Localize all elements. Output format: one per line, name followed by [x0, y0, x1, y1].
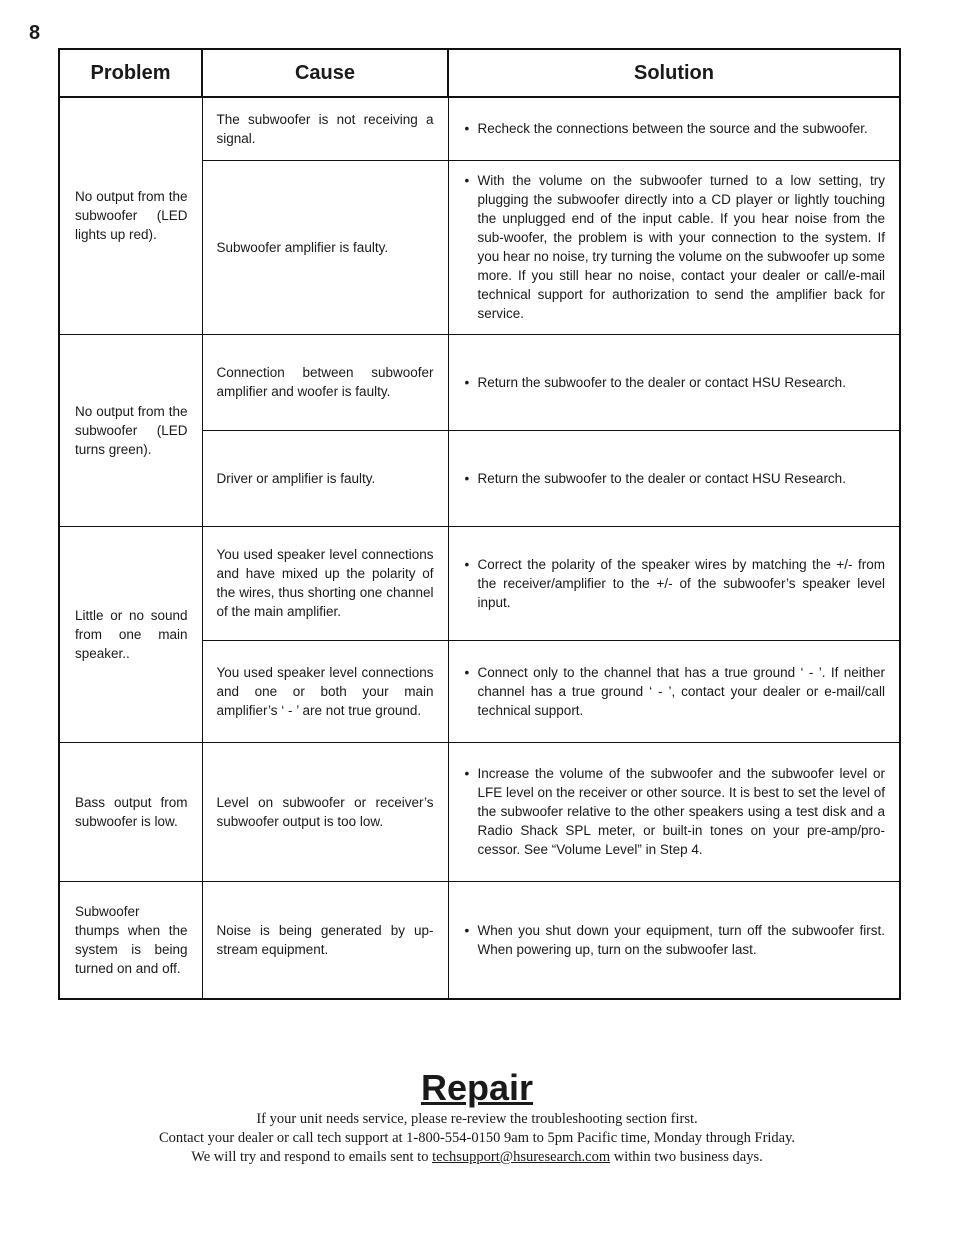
problem-cell: No output from the subwoofer (LED turns green). [59, 334, 202, 526]
bullet-icon: • [464, 374, 470, 390]
cause-cell: Connection between subwoofer amplifier and woofer is faulty. [202, 334, 448, 430]
repair-line-3-after: within two business days. [613, 1149, 763, 1165]
support-email-link[interactable]: techsupport@hsuresearch.com [432, 1149, 611, 1165]
cause-cell: The subwoofer is not receiving a signal. [202, 97, 448, 160]
bullet-icon: • [464, 173, 470, 188]
solution-cell [448, 97, 900, 160]
bullet-icon: • [464, 121, 470, 137]
solution-text: With the volume on the subwoofer turned to a low setting, try plugging the subwoofer directly into a CD player or lightly touching the unplugged end of the input cable. If you hear noise from the sub-woofer, the problem is with your connection to the system. If you hear no noise, try turning the volume on the subwoofer up some more. If you still hear no noise, contact your dealer or call/e-mail technical support for authorization to send the amplifier back for service. [477, 173, 885, 321]
bullet-icon: • [464, 922, 470, 938]
solution-cell [448, 526, 900, 640]
problem-cell: Subwoofer thumps when the system is being turned on and off. [59, 881, 202, 999]
repair-line-2: Contact your dealer or call tech support at 1-800-554-0150 9am to 5pm Pacific time, Monday through Friday. [158, 1130, 796, 1146]
cause-cell: Subwoofer amplifier is faulty. [202, 160, 448, 334]
table-header-row [59, 49, 900, 97]
bullet-icon: • [464, 664, 470, 680]
header-solution: Solution [448, 49, 900, 97]
solution-text: Connect only to the channel that has a true ground ‘ - ’. If neither channel has a true ground ‘ - ’, contact your dealer or e-mail/call technical support. [477, 664, 885, 718]
header-problem: Problem [59, 49, 202, 97]
solution-text: Recheck the connections between the source and the subwoofer. [477, 121, 868, 137]
solution-text: Correct the polarity of the speaker wires by matching the +/- from the receiver/amplifier to the +/- of the subwoofer’s speaker level input. [477, 556, 885, 610]
solution-cell [448, 334, 900, 430]
table-row [59, 97, 900, 160]
repair-line-3-before: We will try and respond to emails sent to [191, 1149, 429, 1165]
repair-section [0, 1066, 954, 1167]
bullet-icon: • [464, 556, 470, 572]
solution-text: Return the subwoofer to the dealer or contact HSU Research. [477, 470, 846, 486]
solution-text: Return the subwoofer to the dealer or contact HSU Research. [477, 374, 846, 390]
problem-cell: Little or no sound from one main speaker.. [59, 526, 202, 742]
bullet-icon: • [464, 470, 470, 486]
problem-cell: No output from the subwoofer (LED lights up red). [59, 97, 202, 334]
solution-cell [448, 430, 900, 526]
header-cause: Cause [202, 49, 448, 97]
solution-cell [448, 742, 900, 881]
solution-cell [448, 160, 900, 334]
cause-cell: You used speaker level connections and one or both your main amplifier’s ‘ - ’ are not true ground. [202, 640, 448, 742]
table-row [59, 881, 900, 999]
cause-cell: Level on subwoofer or receiver’s subwoofer output is too low. [202, 742, 448, 881]
table-row [59, 334, 900, 430]
repair-title: Repair [420, 1067, 534, 1108]
repair-line-1: If your unit needs service, please re-review the troubleshooting section first. [256, 1111, 698, 1127]
bullet-icon: • [464, 766, 470, 781]
troubleshooting-table [58, 48, 901, 1000]
table-row [59, 742, 900, 881]
table-row [59, 526, 900, 640]
problem-cell: Bass output from subwoofer is low. [59, 742, 202, 881]
cause-cell: Noise is being generated by up-stream equipment. [202, 881, 448, 999]
solution-text: Increase the volume of the subwoofer and the subwoofer level or LFE level on the receiver or other source. It is best to set the level of the subwoofer relative to the other speakers using a test disk and a Radio Shack SPL meter, or built-in tones on your pre-amp/pro-cessor. See “Volume Level” in Step 4. [477, 766, 885, 857]
cause-cell: Driver or amplifier is faulty. [202, 430, 448, 526]
page-number: 8 [29, 22, 41, 44]
cause-cell: You used speaker level connections and have mixed up the polarity of the wires, thus shorting one channel of the main amplifier. [202, 526, 448, 640]
solution-text: When you shut down your equipment, turn off the subwoofer first. When powering up, turn on the subwoofer last. [477, 922, 885, 957]
solution-cell [448, 640, 900, 742]
repair-line-3 [0, 1148, 954, 1167]
solution-cell [448, 881, 900, 999]
